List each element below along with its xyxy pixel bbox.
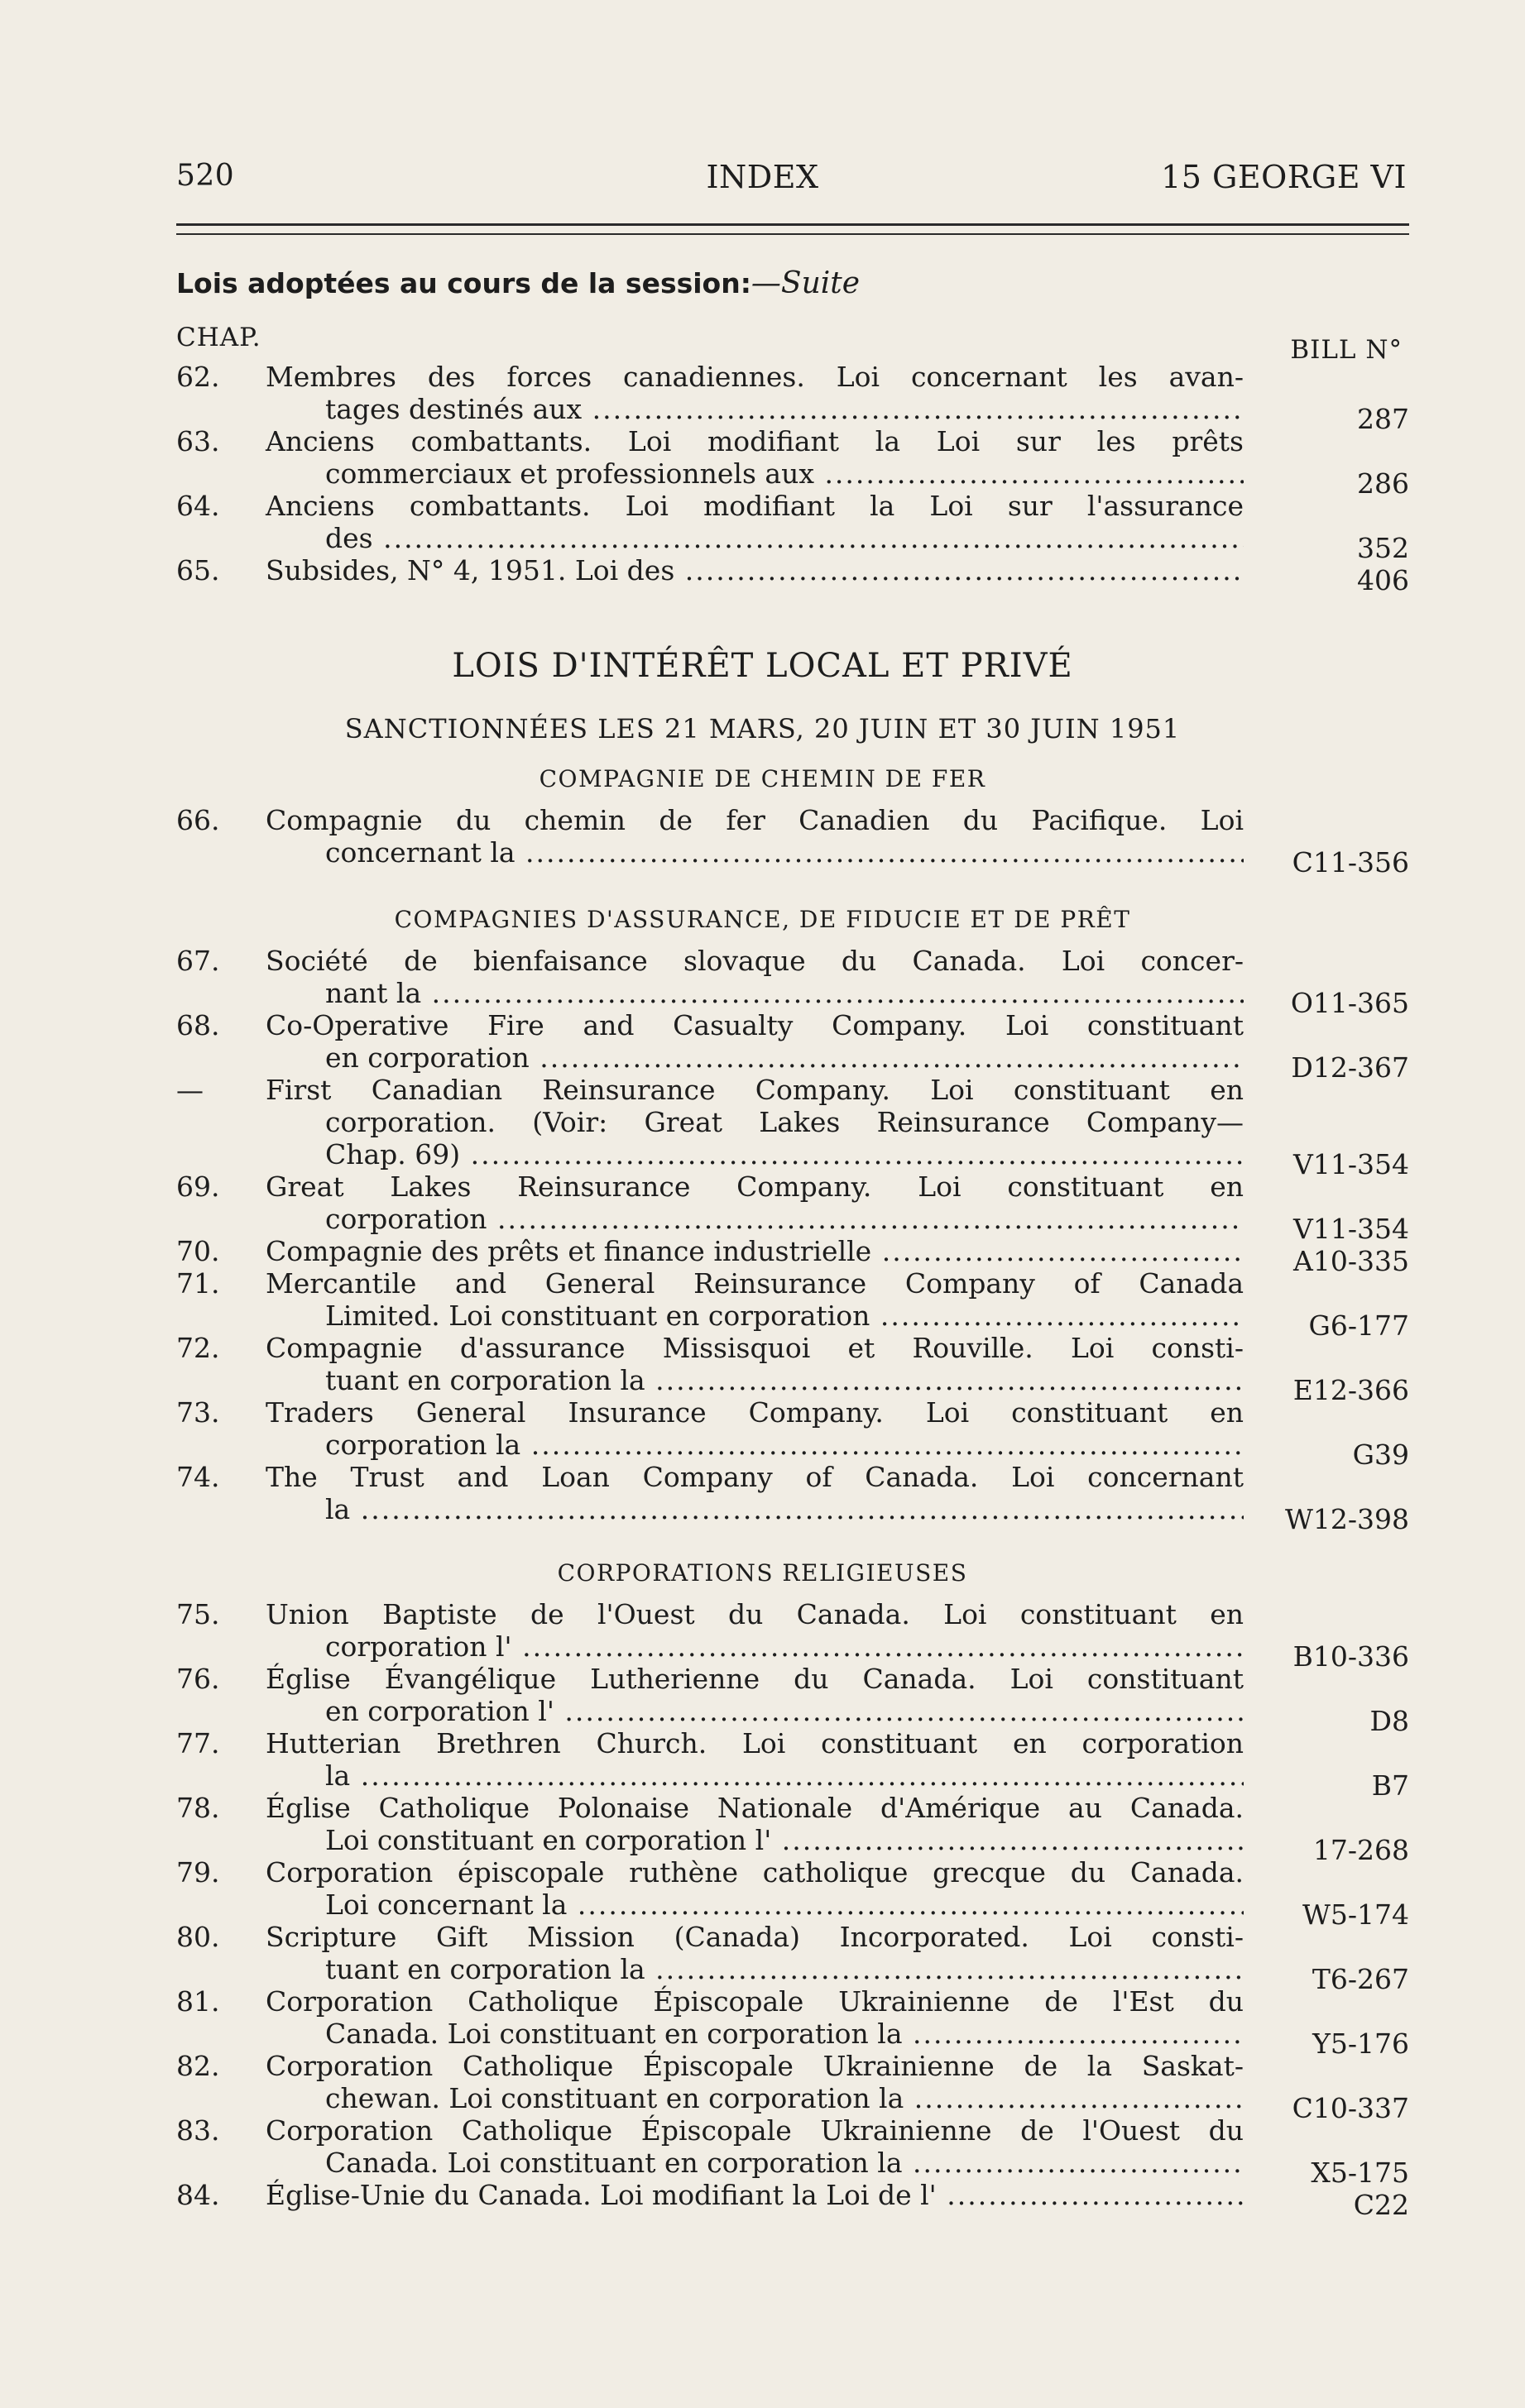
- chapter-number: 67.: [176, 945, 220, 977]
- bill-reference: W12-398: [1284, 1503, 1409, 1535]
- bill-reference: 17-268: [1312, 1834, 1409, 1866]
- chapter-number: 68.: [176, 1009, 220, 1041]
- entry-title: [266, 1727, 1244, 1792]
- section-title: COMPAGNIE DE CHEMIN DE FER: [539, 765, 986, 792]
- section-heading: [176, 266, 860, 300]
- chapter-number: 75.: [176, 1598, 220, 1630]
- entry-line: Loi constituant en corporation l' .....: [266, 1824, 1244, 1856]
- chapter-number: 74.: [176, 1461, 220, 1493]
- entry-line: Compagnie du chemin de fer Canadien du Pacifique. Loi: [266, 804, 1244, 836]
- entry-line: nant la .....: [266, 977, 1244, 1009]
- bill-reference: D8: [1369, 1705, 1409, 1737]
- bill-reference: C10-337: [1292, 2092, 1409, 2124]
- bill-reference: 352: [1357, 532, 1409, 564]
- entry-title: [266, 361, 1244, 425]
- chapter-number: —: [176, 1074, 204, 1106]
- entry-line: Anciens combattants. Loi modifiant la Loi sur l'assurance: [266, 490, 1244, 522]
- chapter-number: 63.: [176, 425, 220, 457]
- entry-line: en corporation .....: [266, 1041, 1244, 1074]
- entry-line: en corporation l' .....: [266, 1695, 1244, 1727]
- entry-line: corporation la .....: [266, 1429, 1244, 1461]
- chapter-number: 70.: [176, 1235, 220, 1267]
- entry-title: [266, 425, 1244, 490]
- chapter-number: 65.: [176, 554, 220, 586]
- entry-title: [266, 490, 1244, 554]
- entry-line: la .....: [266, 1759, 1244, 1792]
- entry-line: Corporation Catholique Épiscopale Ukrainienne de l'Est du: [266, 1985, 1244, 2018]
- entry-title: [266, 1332, 1244, 1396]
- entry-line: Canada. Loi constituant en corporation la .....: [266, 2018, 1244, 2050]
- entry-title: [266, 2114, 1244, 2179]
- page-number: 520: [176, 159, 235, 193]
- entry-line: Chap. 69) .....: [266, 1138, 1244, 1170]
- section-heading-italic: —Suite: [751, 266, 861, 300]
- entry-line: Loi concernant la .....: [266, 1889, 1244, 1921]
- entry-title: [266, 1170, 1244, 1235]
- section-title: CORPORATIONS RELIGIEUSES: [557, 1559, 968, 1587]
- bill-reference: B7: [1371, 1769, 1409, 1802]
- header-rule-bottom: [176, 233, 1409, 235]
- private-laws-title: LOIS D'INTÉRÊT LOCAL ET PRIVÉ: [452, 647, 1073, 685]
- entry-line: corporation. (Voir: Great Lakes Reinsurance Company—: [325, 1106, 1244, 1138]
- chapter-number: 73.: [176, 1396, 220, 1429]
- entry-line: Membres des forces canadiennes. Loi concernant les avan-: [266, 361, 1244, 393]
- entry-title: [266, 1267, 1244, 1332]
- entry-title: [266, 1235, 1244, 1267]
- entry-line: Église Évangélique Lutherienne du Canada. Loi constituant: [266, 1663, 1244, 1695]
- bill-reference: T6-267: [1312, 1963, 1409, 1995]
- bill-reference: V11-354: [1293, 1148, 1409, 1180]
- bill-reference: 286: [1357, 467, 1409, 500]
- entry-line: First Canadian Reinsurance Company. Loi constituant en: [266, 1074, 1244, 1106]
- entry-line: tages destinés aux .....: [266, 393, 1244, 425]
- entry-title: [266, 2050, 1244, 2114]
- entry-line: Corporation Catholique Épiscopale Ukrainienne de la Saskat-: [266, 2050, 1244, 2082]
- entry-line: Église Catholique Polonaise Nationale d'Amérique au Canada.: [266, 1792, 1244, 1824]
- entry-line: Co-Operative Fire and Casualty Company. Loi constituant: [266, 1009, 1244, 1041]
- entry-line: Corporation épiscopale ruthène catholique grecque du Canada.: [266, 1856, 1244, 1889]
- section-title: COMPAGNIES D'ASSURANCE, DE FIDUCIE ET DE PRÊT: [394, 906, 1131, 933]
- sanction-line: SANCTIONNÉES LES 21 MARS, 20 JUIN ET 30 JUIN 1951: [344, 713, 1181, 744]
- bill-reference: C11-356: [1292, 846, 1409, 878]
- entry-line: Scripture Gift Mission (Canada) Incorporated. Loi consti-: [266, 1921, 1244, 1953]
- entry-line: Hutterian Brethren Church. Loi constituant en corporation: [266, 1727, 1244, 1759]
- entry-line: des .....: [266, 522, 1244, 554]
- entry-title: [266, 1921, 1244, 1985]
- bill-column-header: BILL N°: [1290, 335, 1403, 365]
- entry-line: Subsides, N° 4, 1951. Loi des .....: [266, 554, 1244, 586]
- entry-line: Great Lakes Reinsurance Company. Loi constituant en: [266, 1170, 1244, 1203]
- chapter-number: 83.: [176, 2114, 220, 2147]
- entry-title: [266, 804, 1244, 869]
- entry-title: [266, 1396, 1244, 1461]
- chapter-number: 71.: [176, 1267, 220, 1300]
- bill-reference: O11-365: [1290, 987, 1409, 1019]
- entry-title: [266, 1074, 1244, 1170]
- section-heading-bold: Lois adoptées au cours de la session:: [176, 267, 751, 299]
- bill-reference: W5-174: [1302, 1898, 1409, 1931]
- entry-line: commerciaux et professionnels aux .....: [266, 457, 1244, 490]
- entry-title: [266, 554, 1244, 586]
- entry-line: Compagnie d'assurance Missisquoi et Rouville. Loi consti-: [266, 1332, 1244, 1364]
- chapter-number: 81.: [176, 1985, 220, 2018]
- entry-title: [266, 1792, 1244, 1856]
- entry-title: [266, 945, 1244, 1009]
- bill-reference: X5-175: [1311, 2157, 1409, 2189]
- entry-line: Église-Unie du Canada. Loi modifiant la Loi de l' .....: [266, 2179, 1244, 2211]
- chapter-number: 79.: [176, 1856, 220, 1889]
- running-title: INDEX: [706, 159, 819, 195]
- bill-reference: C22: [1353, 2189, 1409, 2221]
- entry-title: [266, 1985, 1244, 2050]
- entry-title: [266, 1009, 1244, 1074]
- bill-reference: V11-354: [1293, 1213, 1409, 1245]
- chapter-number: 76.: [176, 1663, 220, 1695]
- entry-line: la .....: [266, 1493, 1244, 1525]
- bill-reference: G6-177: [1308, 1309, 1409, 1342]
- entry-line: Mercantile and General Reinsurance Company of Canada: [266, 1267, 1244, 1300]
- entry-title: [266, 1856, 1244, 1921]
- chap-column-header: CHAP.: [176, 323, 261, 352]
- entry-line: corporation l' .....: [266, 1630, 1244, 1663]
- chapter-number: 72.: [176, 1332, 220, 1364]
- bill-reference: B10-336: [1292, 1640, 1409, 1673]
- entry-line: Limited. Loi constituant en corporation .....: [266, 1300, 1244, 1332]
- entry-title: [266, 1598, 1244, 1663]
- entry-line: Compagnie des prêts et finance industrielle .....: [266, 1235, 1244, 1267]
- entry-title: [266, 1461, 1244, 1525]
- chapter-number: 82.: [176, 2050, 220, 2082]
- chapter-number: 78.: [176, 1792, 220, 1824]
- bill-reference: D12-367: [1291, 1051, 1409, 1084]
- chapter-number: 62.: [176, 361, 220, 393]
- session-label: 15 GEORGE VI: [1161, 159, 1407, 195]
- entry-line: Canada. Loi constituant en corporation la .....: [266, 2147, 1244, 2179]
- entry-line: The Trust and Loan Company of Canada. Loi concernant: [266, 1461, 1244, 1493]
- entry-title: [266, 1663, 1244, 1727]
- chapter-number: 84.: [176, 2179, 220, 2211]
- header-rule-top: [176, 223, 1409, 226]
- bill-reference: E12-366: [1292, 1374, 1409, 1406]
- entry-line: Société de bienfaisance slovaque du Canada. Loi concer-: [266, 945, 1244, 977]
- chapter-number: 69.: [176, 1170, 220, 1203]
- entry-line: Traders General Insurance Company. Loi constituant en: [266, 1396, 1244, 1429]
- chapter-number: 64.: [176, 490, 220, 522]
- bill-reference: A10-335: [1293, 1245, 1409, 1277]
- entry-line: tuant en corporation la .....: [266, 1953, 1244, 1985]
- entry-line: tuant en corporation la .....: [266, 1364, 1244, 1396]
- bill-reference: Y5-176: [1312, 2027, 1409, 2060]
- chapter-number: 80.: [176, 1921, 220, 1953]
- entry-line: Anciens combattants. Loi modifiant la Loi sur les prêts: [266, 425, 1244, 457]
- entry-line: chewan. Loi constituant en corporation la .....: [266, 2082, 1244, 2114]
- bill-reference: 406: [1357, 564, 1409, 596]
- entry-title: [266, 2179, 1244, 2211]
- entry-line: concernant la .....: [266, 836, 1244, 869]
- entry-line: Union Baptiste de l'Ouest du Canada. Loi constituant en: [266, 1598, 1244, 1630]
- chapter-number: 77.: [176, 1727, 220, 1759]
- chapter-number: 66.: [176, 804, 220, 836]
- entry-line: Corporation Catholique Épiscopale Ukrainienne de l'Ouest du: [266, 2114, 1244, 2147]
- entry-line: corporation .....: [266, 1203, 1244, 1235]
- bill-reference: G39: [1352, 1439, 1409, 1471]
- bill-reference: 287: [1357, 403, 1409, 435]
